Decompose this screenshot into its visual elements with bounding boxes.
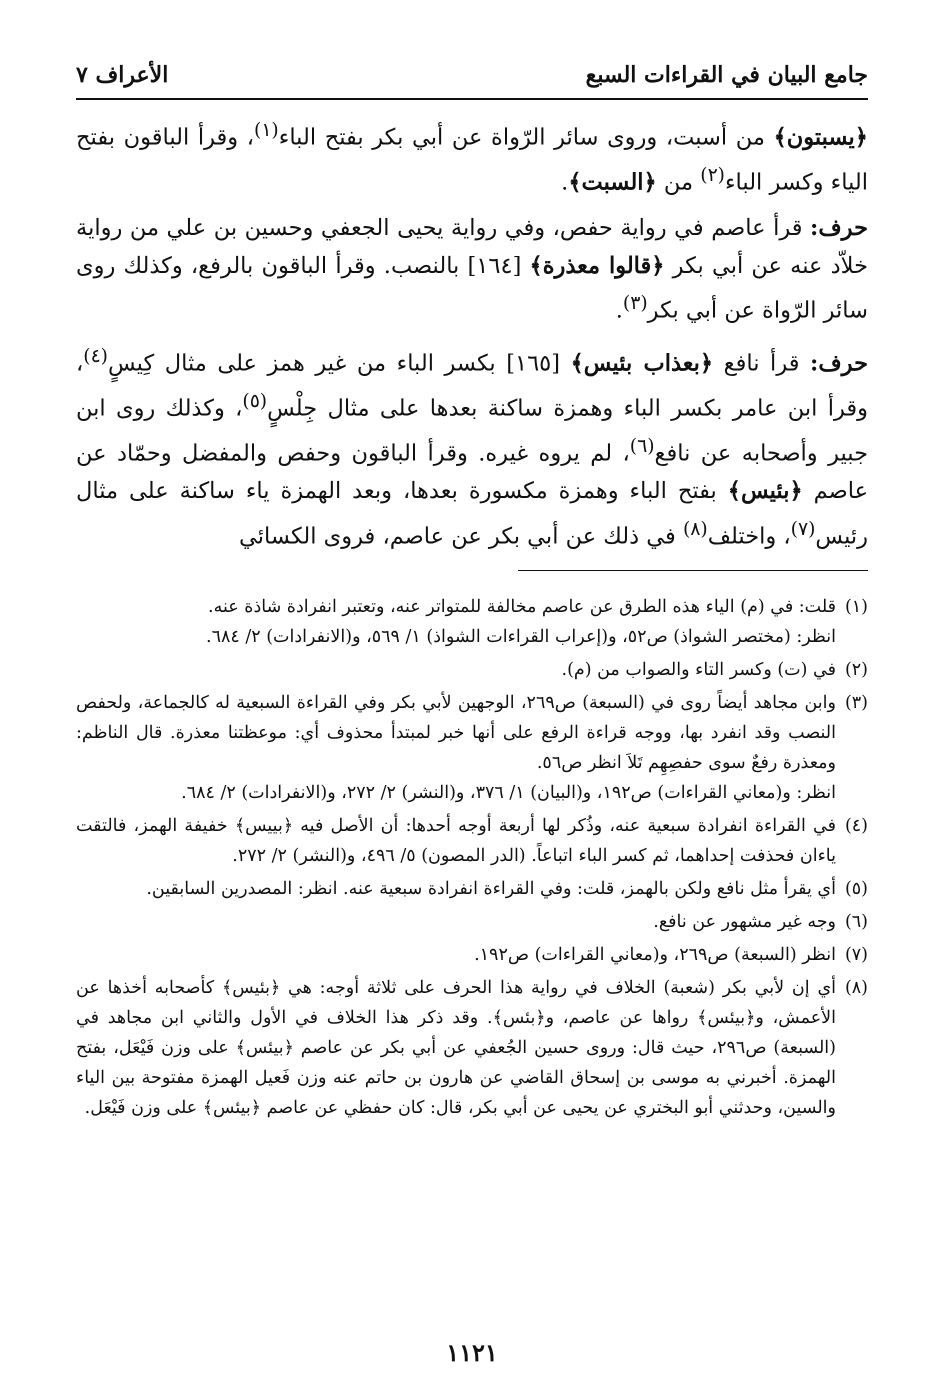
footnote-3 — [76, 688, 868, 808]
footnote-number: (٤) — [844, 816, 868, 836]
footnote-number: (٣) — [844, 693, 868, 713]
footnote-ref: (٣) — [622, 293, 648, 314]
quran-word: ﴿بئيس﴾ — [727, 478, 803, 504]
footnote-ref: (٦) — [629, 436, 655, 457]
text-run: في ذلك عن أبي بكر عن عاصم، فروى الكسائي — [239, 523, 683, 549]
footnote-text: وابن مجاهد أيضاً روى في (السبعة) ص٢٦٩، الوجهين لأبي بكر وفي القراءة السبعية له كالجماعة، ولحفص النصب وقد انفرد بها، ووجه قراءة الرفع على أنها خبر لمبتدأ محذوف أي: موعظتنا معذرة. قال الناظم: ومعذرة رفعٌ سوى حفصِهِم تَلاَ انظر ص٥٦. — [76, 693, 836, 773]
footnote-text: أي إن لأبي بكر (شعبة) الخلاف في رواية هذا الحرف على ثلاثة أوجه: هي ﴿بئيس﴾ كأصحابه أخذها عن الأعمش، و﴿بيئس﴾ رواها عن عاصم، و﴿بئس﴾. وقد ذكر هذا الخلاف في الأول والثاني ابن مجاهد في (السبعة) ص٢٩٦، حيث قال: وروى حسين الجُعفي عن أبي بكر عن عاصم ﴿بيئس﴾ على وزن فَيْعَل، بفتح الهمزة. أخبرني به موسى بن إسحاق القاضي عن هارون بن حاتم عنه وزن فَعيل الهمزة مفتوحة بين الياء والسين، وحدثني أبو البختري عن يحيى عن أبي بكر، قال: كان حفظي عن عاصم ﴿بيئس﴾ على وزن فَيْعَل. — [76, 978, 836, 1118]
paragraph-1 — [76, 112, 868, 202]
footnote-1 — [76, 592, 868, 652]
text-run: . — [615, 297, 623, 324]
footnote-text: وجه غير مشهور عن نافع. — [653, 912, 836, 932]
footnote-ref: (٤) — [83, 346, 108, 367]
surah-reference: الأعراف ٧ — [76, 62, 169, 88]
footnote-number: (١) — [844, 597, 868, 617]
page-number: ١١٢١ — [446, 1338, 498, 1367]
footnote-text: أي يقرأ مثل نافع ولكن بالهمز، قلت: وفي القراءة انفرادة سبعية عنه. انظر: المصدرين السابقين. — [146, 879, 836, 899]
text-run: من أسبت، وروى سائر الرّواة عن أبي بكر بفتح الباء — [278, 124, 774, 151]
footnote-reference: انظر: (مختصر الشواذ) ص٥٢، و(إعراب القراءات الشواذ) ١/ ٥٦٩، و(الانفرادات) ٢/ ٦٨٤. — [205, 627, 836, 647]
paragraph-2 — [76, 210, 868, 330]
main-text — [76, 112, 868, 564]
text-run: ، وكذلك روى ابن جبير وأصحابه عن نافع — [76, 395, 868, 467]
quran-word: ﴿السبت﴾ — [568, 169, 657, 196]
text-run: ، وقرأ الباقون بفتح الياء وكسر الباء — [76, 124, 868, 196]
footnote-text: قلت: في (م) الياء هذه الطرق عن عاصم مخالفة للمتواتر عنه، وتعتبر انفرادة شاذة عنه. — [208, 597, 836, 617]
quran-word: ﴿يسبتون﴾ — [773, 124, 868, 151]
footnote-ref: (٢) — [700, 165, 725, 186]
footnote-8 — [76, 973, 868, 1123]
footnote-ref: (٥) — [242, 391, 268, 412]
footnote-reference: انظر: و(معاني القراءات) ص١٩٢، و(البيان) ١/ ٣٧٦، و(النشر) ٢/ ٢٧٢، و(الانفرادات) ٢/ ٦٨٤. — [181, 783, 836, 803]
harf-label: حرف: — [810, 350, 868, 377]
footnote-number: (٥) — [844, 879, 868, 899]
footnote-text: في القراءة انفرادة سبعية عنه، وذُكر لها أربعة أوجه أحدها: أن الأصل فيه ﴿بييس﴾ خفيفة الهمز، فالتقت ياءان فحذفت إحداهما، ثم كسر الباء اتباعاً. (الدر المصون) ٥/ ٤٩٦، و(النشر) ٢/ ٢٧٢. — [76, 816, 836, 866]
footnote-2 — [76, 655, 868, 685]
text-run: [١٦٥] بكسر الباء من غير همز على مثال كِيسٍ — [108, 350, 571, 377]
footnote-7 — [76, 940, 868, 970]
text-run: من — [656, 169, 701, 196]
footnote-text: في (ت) وكسر التاء والصواب من (م). — [561, 660, 836, 680]
running-header — [76, 58, 868, 100]
footnote-6 — [76, 907, 868, 937]
quran-word: ﴿بعذاب بئيس﴾ — [570, 350, 714, 377]
text-run: قرأ عاصم في رواية حفص، وفي رواية يحيى الجعفي وحسين بن علي من رواية خلاّد عنه عن أبي بكر — [76, 215, 868, 279]
footnote-5 — [76, 874, 868, 904]
footnote-number: (٨) — [844, 978, 868, 998]
text-run: . — [561, 169, 569, 196]
paragraph-3 — [76, 338, 868, 556]
text-run: بفتح الباء وهمزة مكسورة بعدها، وبعد الهمزة ياء ساكنة على مثال رئيس — [76, 478, 868, 549]
footnote-ref: (٨) — [682, 518, 708, 540]
text-run: ، واختلف — [707, 523, 791, 549]
quran-word: ﴿قالوا معذرة﴾ — [529, 252, 665, 279]
footnote-separator — [518, 570, 868, 571]
footnote-ref: (٧) — [790, 518, 816, 540]
text-run: [١٦٤] بالنصب. وقرأ الباقون بالرفع، وكذلك روى سائر الرّواة عن أبي بكر — [76, 252, 868, 324]
text-run: قرأ نافع — [713, 350, 811, 377]
book-title: جامع البيان في القراءات السبع — [585, 62, 868, 88]
footnote-number: (٦) — [844, 912, 868, 932]
footnote-number: (٧) — [844, 945, 868, 965]
footnote-ref: (١) — [254, 120, 279, 141]
footnote-number: (٢) — [844, 660, 868, 680]
footnotes — [76, 592, 868, 1126]
text-run: ، وقرأ ابن عامر بكسر الباء وهمزة ساكنة بعدها على مثال جِلْسٍ — [76, 350, 868, 422]
harf-label: حرف: — [810, 215, 868, 241]
footnote-4 — [76, 811, 868, 871]
footnote-text: انظر (السبعة) ص٢٦٩، و(معاني القراءات) ص١٩٢. — [474, 945, 836, 965]
text-run: ، لم يروه غيره. وقرأ الباقون وحفص والمفضل وحمّاد عن عاصم — [76, 440, 869, 504]
